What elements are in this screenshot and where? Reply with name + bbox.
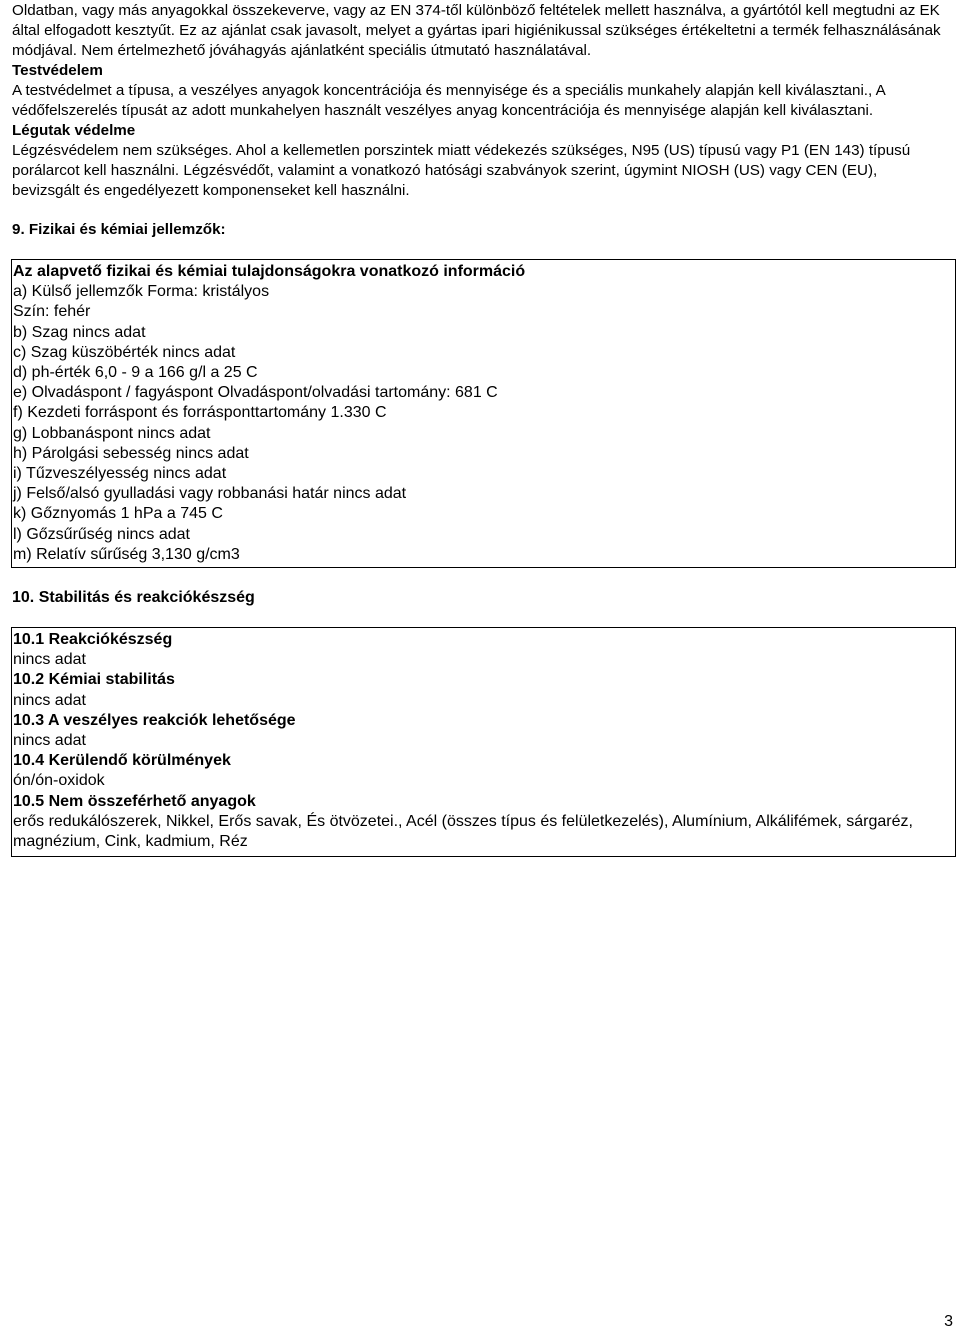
body-protection-text: A testvédelmet a típusa, a veszélyes anyagok koncentrációja és mennyisége és a speciális munkahely alapján kell kiválasztani., A védőfelszerelés típusát az adott munkahelyen használt veszélyes anyag koncentrációja és mennyisége alapján kell kiválasztani.	[12, 82, 885, 119]
subsection-heading: 10.2 Kémiai stabilitás	[13, 671, 175, 689]
document-page	[12, 0, 944, 857]
property-row: a) Külső jellemzők Forma: kristályos	[13, 283, 270, 301]
property-row: k) Gőznyomás 1 hPa a 745 C	[13, 505, 223, 523]
property-row: e) Olvadáspont / fagyáspont Olvadáspont/olvadási tartomány: 681 C	[13, 384, 498, 402]
body-protection-heading: Testvédelem	[12, 62, 103, 79]
subsection-text: ón/ón-oxidok	[13, 772, 105, 790]
subsection-text: nincs adat	[13, 651, 86, 669]
section-9-title: 9. Fizikai és kémiai jellemzők:	[12, 221, 226, 238]
subsection-text: nincs adat	[13, 691, 86, 709]
page-number: 3	[944, 1313, 953, 1330]
subsection-text: nincs adat	[13, 732, 86, 750]
glove-paragraph: Oldatban, vagy más anyagokkal összekeverve, vagy az EN 374-től különböző feltételek mellett használva, a gyártótól kell megtudni az EK által elfogadott kesztyűt. Ez az ajánlat csak javasolt, melyet a gyártas ipari higiénikussal szükséges értékeltetni a termék felhasználásának módjával. Nem értelmezhető jóváhagyás ajánlatként speciális útmutató használatával.	[12, 2, 941, 59]
property-row: c) Szag küszöbérték nincs adat	[13, 343, 236, 361]
physical-properties-heading: Az alapvető fizikai és kémiai tulajdonságokra vonatkozó információ	[13, 263, 526, 280]
property-row: i) Tűzveszélyesség nincs adat	[13, 465, 227, 483]
property-row: j) Felső/alsó gyulladási vagy robbanási határ nincs adat	[13, 485, 407, 503]
property-row: g) Lobbanáspont nincs adat	[13, 424, 211, 442]
respiratory-protection-heading: Légutak védelme	[12, 122, 136, 139]
stability-box	[11, 627, 956, 857]
property-row: d) ph-érték 6,0 - 9 a 166 g/l a 25 C	[13, 364, 258, 382]
subsection-heading: 10.3 A veszélyes reakciók lehetősége	[13, 711, 296, 729]
section-10-title: 10. Stabilitás és reakciókészség	[12, 589, 255, 607]
property-row: l) Gőzsűrűség nincs adat	[13, 525, 190, 543]
subsection-heading: 10.1 Reakciókészség	[13, 631, 173, 649]
respiratory-protection-text: Légzésvédelem nem szükséges. Ahol a kellemetlen porszintek miatt védekezés szükséges, N95 (US) típusú vagy P1 (EN 143) típusú porálarcot kell használni. Légzésvédőt, valamint a vonatkozó hatósági szabványok szerint, úgymint NIOSH (US) vagy CEN (EU), bevizsgált és engedélyezett komponenseket kell használni.	[12, 142, 911, 199]
subsection-heading: 10.5 Nem összeférhető anyagok	[13, 792, 256, 810]
property-row: h) Párolgási sebesség nincs adat	[13, 444, 249, 462]
property-row: b) Szag nincs adat	[13, 323, 146, 341]
property-row: m) Relatív sűrűség 3,130 g/cm3	[13, 545, 240, 563]
subsection-text: erős redukálószerek, Nikkel, Erős savak, És ötvözetei., Acél (összes típus és felületkezelés), Alumínium, Alkálifémek, sárgaréz, magnézium, Cink, kadmium, Réz	[13, 812, 913, 851]
physical-properties-box	[11, 259, 956, 568]
intro-block	[12, 1, 944, 201]
property-row: f) Kezdeti forráspont és forrásponttartomány 1.330 C	[13, 404, 387, 422]
subsection-heading: 10.4 Kerülendő körülmények	[13, 752, 231, 770]
property-row: Szín: fehér	[13, 303, 91, 321]
